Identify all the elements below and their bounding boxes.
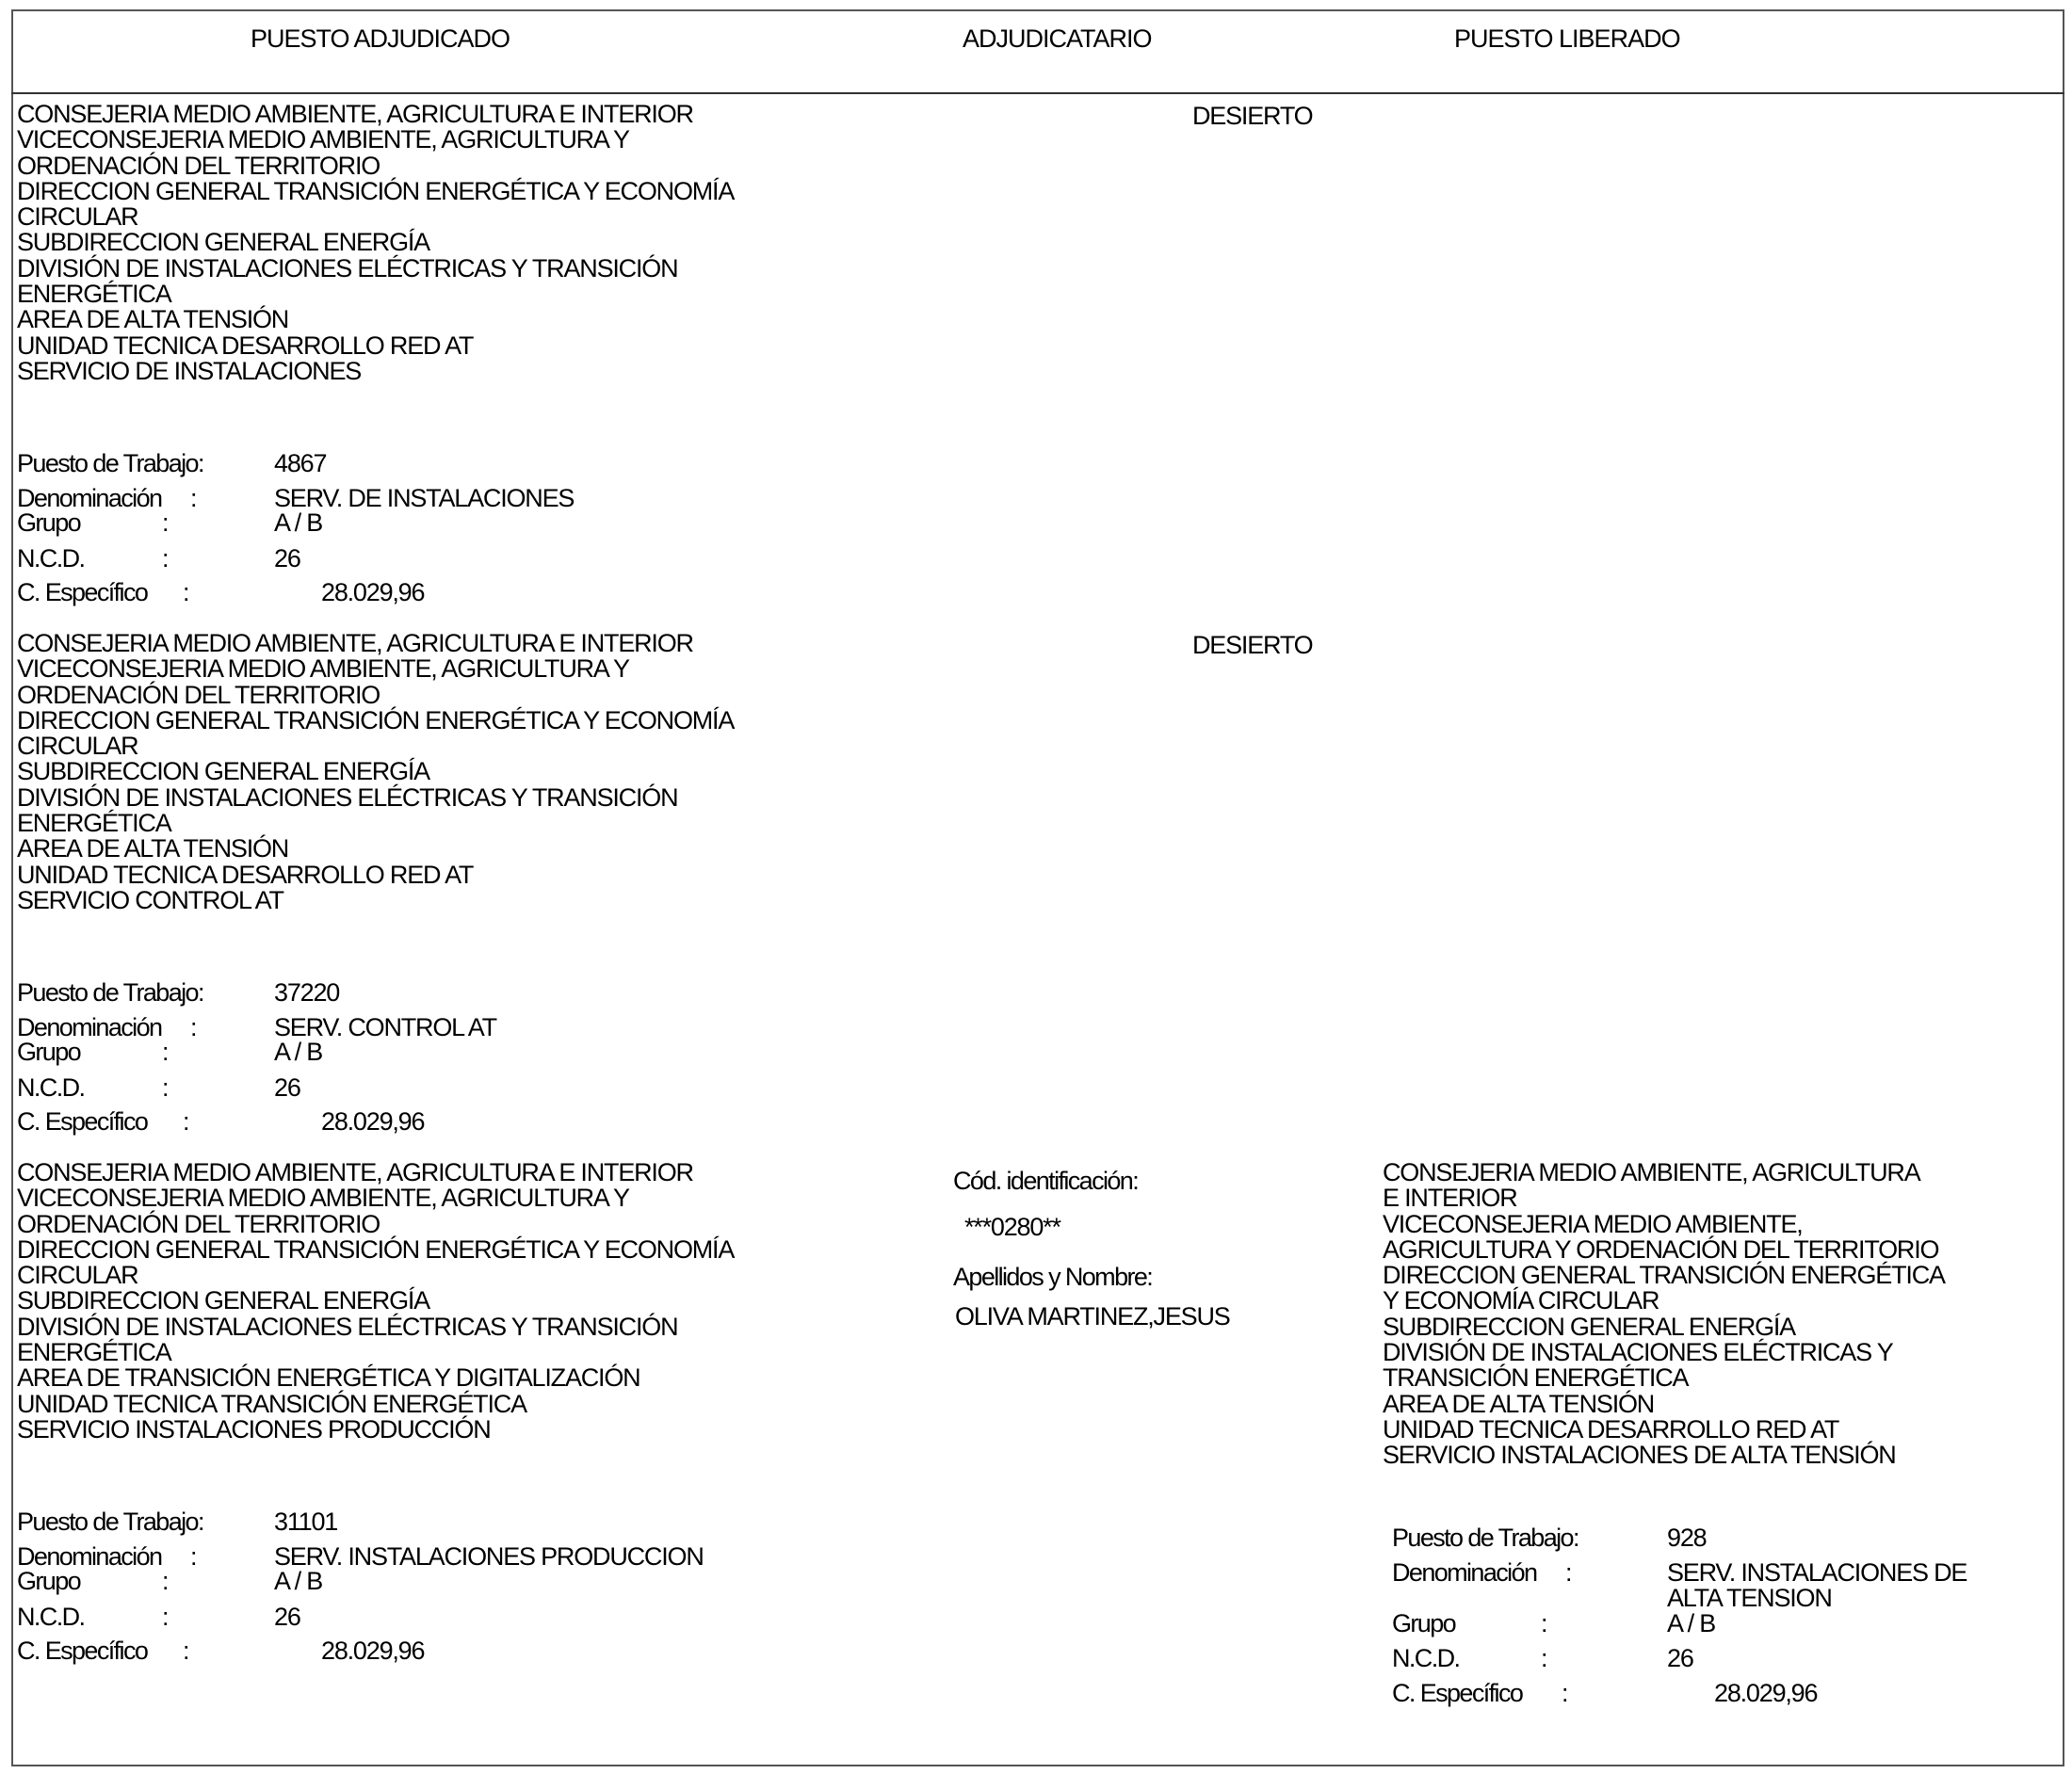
entry-3-grupo: A / B [274, 1567, 323, 1595]
colon: : [162, 1567, 169, 1595]
denominacion-label: Denominación [1392, 1558, 1537, 1587]
entry-3-c-especifico: 28.029,96 [321, 1637, 425, 1665]
cod-identificacion-label: Cód. identificación: [953, 1167, 1139, 1195]
org-line: ENERGÉTICA [17, 280, 171, 309]
org-line: DIRECCION GENERAL TRANSICIÓN ENERGÉTICA Y ECONOMÍA [17, 1234, 735, 1264]
colon: : [190, 1542, 197, 1571]
colon: : [162, 1038, 169, 1066]
entry-3-ncd: 26 [274, 1603, 300, 1631]
entry-1-denominacion: SERV. DE INSTALACIONES [274, 484, 575, 512]
puesto-trabajo-label: Puesto de Trabajo: [17, 449, 203, 477]
ncd-label: N.C.D. [17, 1603, 85, 1631]
entry-1-adjudicatario: DESIERTO [1192, 102, 1313, 130]
c-especifico-label: C. Específico [1392, 1679, 1523, 1707]
entry-1-puesto-trabajo: 4867 [274, 449, 327, 477]
org-line: AGRICULTURA Y ORDENACIÓN DEL TERRITORIO [1383, 1234, 1939, 1264]
org-line: CIRCULAR [17, 732, 138, 761]
org-line: UNIDAD TECNICA DESARROLLO RED AT [17, 331, 474, 360]
grupo-label: Grupo [1392, 1609, 1456, 1637]
org-line: SERVICIO INSTALACIONES DE ALTA TENSIÓN [1383, 1441, 1896, 1470]
liberado-denominacion-line-1: SERV. INSTALACIONES DE [1667, 1558, 1967, 1587]
entry-1-c-especifico: 28.029,96 [321, 578, 425, 606]
apellidos-nombre-label: Apellidos y Nombre: [953, 1263, 1153, 1291]
org-line: ENERGÉTICA [17, 809, 171, 838]
entry-2-puesto-trabajo: 37220 [274, 978, 340, 1007]
ncd-label: N.C.D. [17, 1073, 85, 1102]
liberado-denominacion-line-2: ALTA TENSION [1667, 1584, 1832, 1612]
liberado-puesto-trabajo: 928 [1667, 1524, 1707, 1552]
denominacion-label: Denominación [17, 1542, 162, 1571]
c-especifico-label: C. Específico [17, 1107, 148, 1136]
cod-identificacion-value: ***0280** [964, 1213, 1060, 1241]
org-line: DIRECCION GENERAL TRANSICIÓN ENERGÉTICA Y ECONOMÍA [17, 705, 735, 734]
org-line: SUBDIRECCION GENERAL ENERGÍA [17, 757, 429, 786]
colon: : [183, 1107, 189, 1136]
apellidos-nombre-value: OLIVA MARTINEZ,JESUS [955, 1302, 1230, 1330]
entry-1-ncd: 26 [274, 544, 300, 573]
liberado-grupo: A / B [1667, 1609, 1716, 1637]
entry-2-denominacion: SERV. CONTROL AT [274, 1013, 496, 1041]
org-line: ENERGÉTICA [17, 1338, 171, 1367]
org-line: VICECONSEJERIA MEDIO AMBIENTE, [1383, 1209, 1803, 1238]
grupo-label: Grupo [17, 1567, 81, 1595]
org-line: VICECONSEJERIA MEDIO AMBIENTE, AGRICULTURA Y [17, 1184, 629, 1213]
org-line: UNIDAD TECNICA DESARROLLO RED AT [17, 860, 474, 889]
ncd-label: N.C.D. [17, 544, 85, 573]
org-line: DIVISIÓN DE INSTALACIONES ELÉCTRICAS Y [1383, 1338, 1893, 1367]
liberado-c-especifico: 28.029,96 [1714, 1679, 1818, 1707]
puesto-trabajo-label: Puesto de Trabajo: [1392, 1524, 1578, 1552]
entry-2-ncd: 26 [274, 1073, 300, 1102]
org-line: SUBDIRECCION GENERAL ENERGÍA [17, 1286, 429, 1315]
org-line: DIRECCION GENERAL TRANSICIÓN ENERGÉTICA Y ECONOMÍA [17, 176, 735, 205]
puesto-trabajo-label: Puesto de Trabajo: [17, 978, 203, 1007]
denominacion-label: Denominación [17, 484, 162, 512]
entry-3-puesto-trabajo: 31101 [274, 1508, 338, 1536]
entry-2-grupo: A / B [274, 1038, 323, 1066]
org-line: AREA DE ALTA TENSIÓN [17, 305, 289, 334]
grupo-label: Grupo [17, 508, 81, 537]
entry-1-org-block [17, 102, 734, 384]
puesto-trabajo-label: Puesto de Trabajo: [17, 1508, 203, 1536]
org-line: CIRCULAR [17, 202, 138, 232]
header-puesto-liberado: PUESTO LIBERADO [1454, 24, 1680, 53]
entry-2-c-especifico: 28.029,96 [321, 1107, 425, 1136]
org-line: DIRECCION GENERAL TRANSICIÓN ENERGÉTICA [1383, 1261, 1945, 1290]
org-line: AREA DE ALTA TENSIÓN [1383, 1389, 1655, 1418]
org-line: CONSEJERIA MEDIO AMBIENTE, AGRICULTURA E INTERIOR [17, 100, 693, 128]
org-line: UNIDAD TECNICA DESARROLLO RED AT [1383, 1414, 1839, 1443]
entry-3-denominacion: SERV. INSTALACIONES PRODUCCION [274, 1542, 704, 1571]
colon: : [1541, 1609, 1547, 1637]
org-line: SUBDIRECCION GENERAL ENERGÍA [1383, 1312, 1795, 1341]
org-line: CONSEJERIA MEDIO AMBIENTE, AGRICULTURA [1383, 1158, 1920, 1186]
org-line: Y ECONOMÍA CIRCULAR [1383, 1286, 1659, 1315]
entry-3-org-block [17, 1160, 734, 1443]
org-line: AREA DE TRANSICIÓN ENERGÉTICA Y DIGITALIZACIÓN [17, 1363, 640, 1393]
entry-1-grupo: A / B [274, 508, 323, 537]
colon: : [162, 544, 169, 573]
org-line: VICECONSEJERIA MEDIO AMBIENTE, AGRICULTURA Y [17, 654, 629, 684]
liberado-org-block [1383, 1160, 1945, 1469]
ncd-label: N.C.D. [1392, 1644, 1460, 1672]
c-especifico-label: C. Específico [17, 578, 148, 606]
org-line: CONSEJERIA MEDIO AMBIENTE, AGRICULTURA E INTERIOR [17, 629, 693, 657]
colon: : [1565, 1558, 1572, 1587]
header-puesto-adjudicado: PUESTO ADJUDICADO [251, 24, 510, 53]
org-line: ORDENACIÓN DEL TERRITORIO [17, 151, 380, 180]
org-line: VICECONSEJERIA MEDIO AMBIENTE, AGRICULTURA Y [17, 125, 629, 154]
header-divider [11, 92, 2064, 94]
org-line: AREA DE ALTA TENSIÓN [17, 834, 289, 863]
org-line: SERVICIO INSTALACIONES PRODUCCIÓN [17, 1414, 491, 1443]
colon: : [183, 578, 189, 606]
org-line: ORDENACIÓN DEL TERRITORIO [17, 1209, 380, 1238]
org-line: SERVICIO CONTROL AT [17, 885, 283, 914]
org-line: SERVICIO DE INSTALACIONES [17, 356, 362, 385]
c-especifico-label: C. Específico [17, 1637, 148, 1665]
colon: : [162, 508, 169, 537]
org-line: DIVISIÓN DE INSTALACIONES ELÉCTRICAS Y TRANSICIÓN [17, 782, 678, 812]
org-line: ORDENACIÓN DEL TERRITORIO [17, 680, 380, 709]
entry-2-adjudicatario: DESIERTO [1192, 631, 1313, 659]
org-line: TRANSICIÓN ENERGÉTICA [1383, 1363, 1689, 1393]
org-line: DIVISIÓN DE INSTALACIONES ELÉCTRICAS Y TRANSICIÓN [17, 253, 678, 282]
header-adjudicatario: ADJUDICATARIO [963, 24, 1152, 53]
org-line: SUBDIRECCION GENERAL ENERGÍA [17, 228, 429, 257]
org-line: UNIDAD TECNICA TRANSICIÓN ENERGÉTICA [17, 1389, 526, 1418]
org-line: E INTERIOR [1383, 1184, 1517, 1213]
colon: : [1562, 1679, 1568, 1707]
colon: : [162, 1603, 169, 1631]
liberado-ncd: 26 [1667, 1644, 1693, 1672]
colon: : [183, 1637, 189, 1665]
org-line: CONSEJERIA MEDIO AMBIENTE, AGRICULTURA E INTERIOR [17, 1158, 693, 1186]
colon: : [1541, 1644, 1547, 1672]
org-line: DIVISIÓN DE INSTALACIONES ELÉCTRICAS Y TRANSICIÓN [17, 1312, 678, 1341]
entry-2-org-block [17, 631, 734, 913]
org-line: CIRCULAR [17, 1261, 138, 1290]
colon: : [190, 1013, 197, 1041]
grupo-label: Grupo [17, 1038, 81, 1066]
denominacion-label: Denominación [17, 1013, 162, 1041]
colon: : [190, 484, 197, 512]
colon: : [162, 1073, 169, 1102]
